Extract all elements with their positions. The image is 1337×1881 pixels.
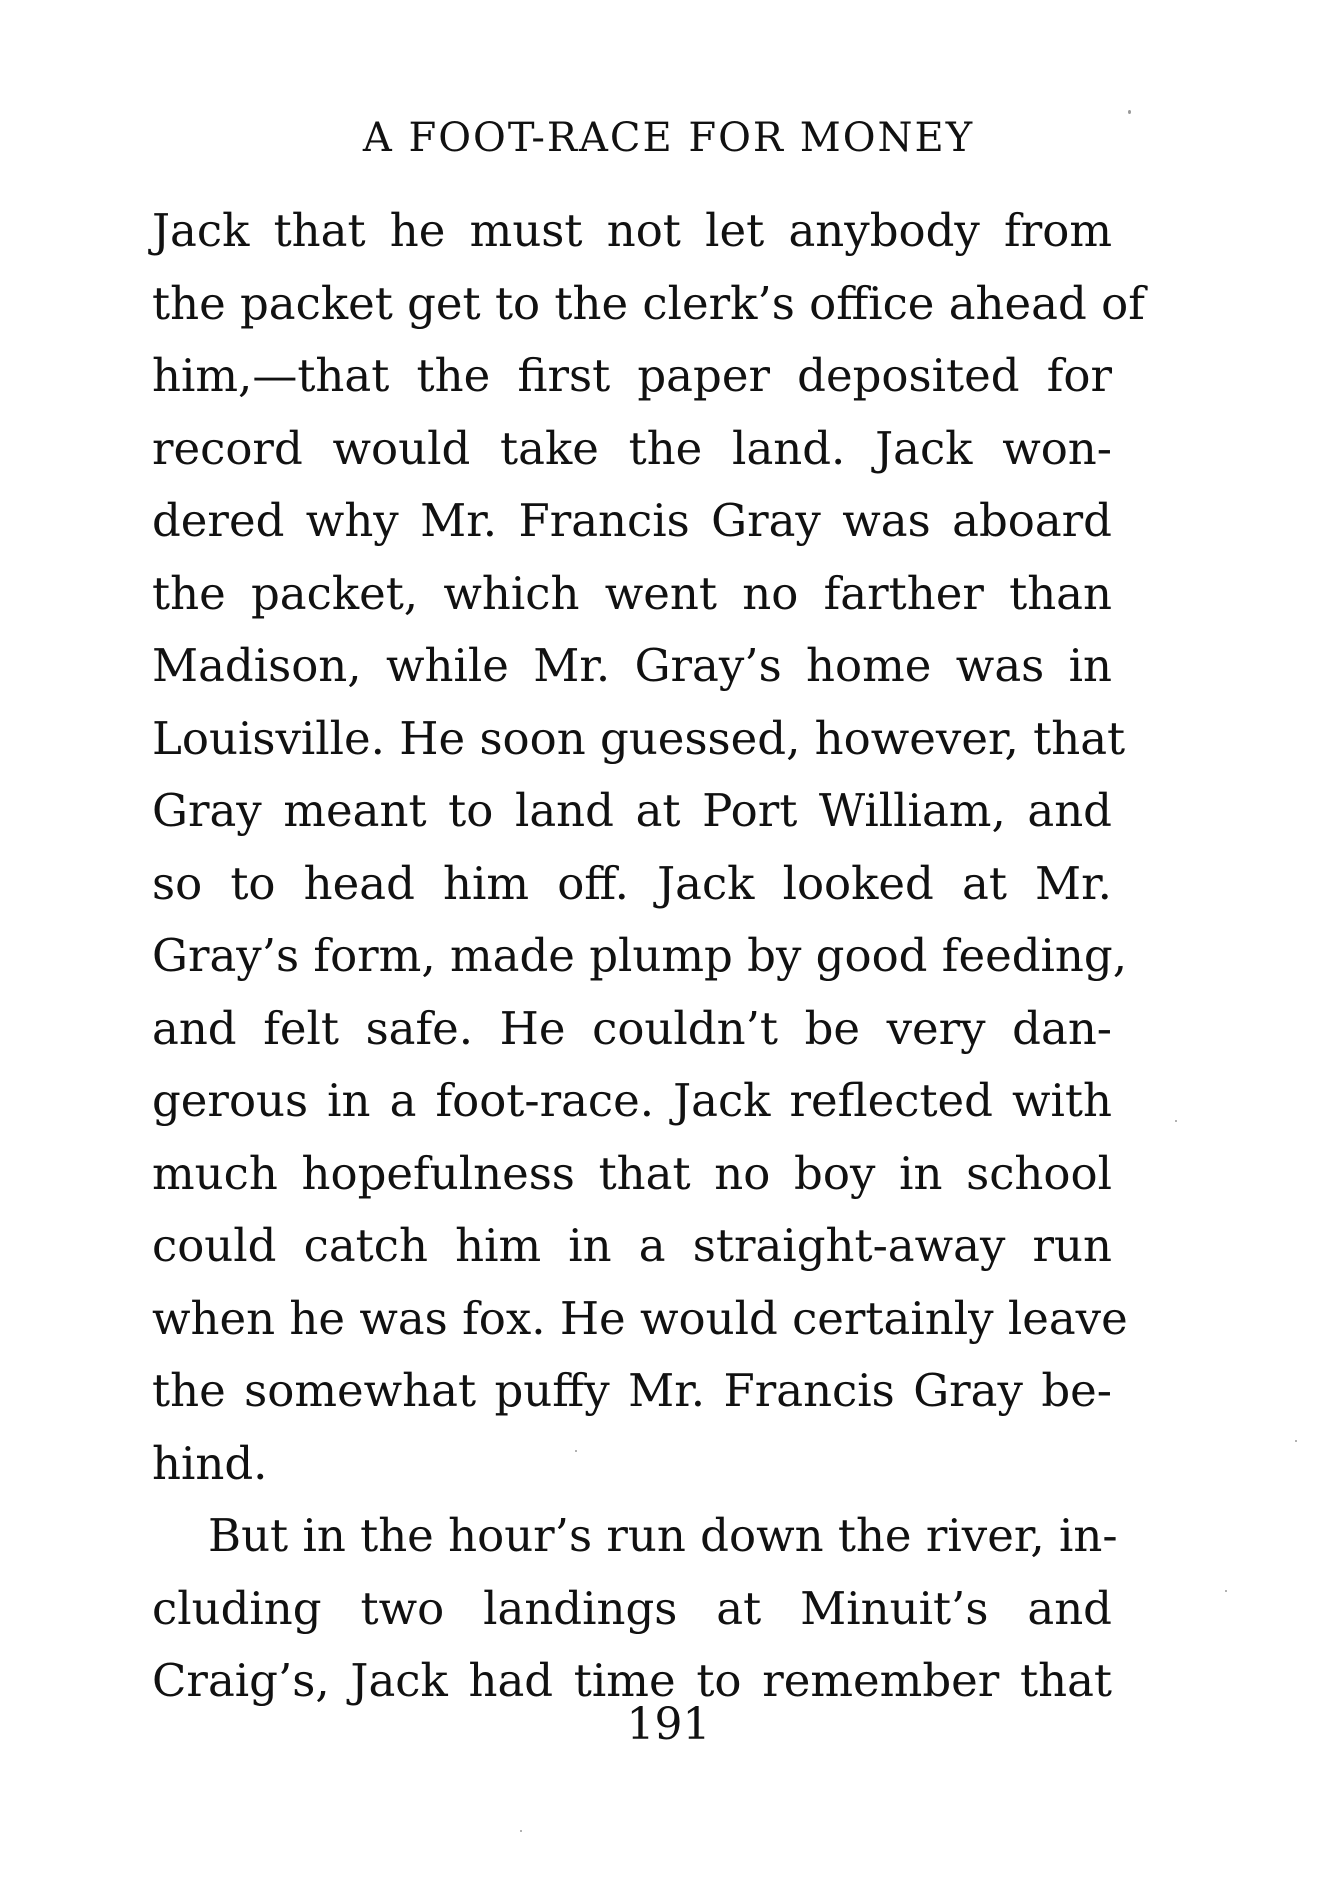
text-line: when he was fox. He would certainly leave [152, 1291, 1128, 1345]
text-line-paragraph-end: hind. [152, 1436, 268, 1490]
text-line: Craig’s, Jack had time to remember that [152, 1654, 1112, 1707]
print-speck [575, 1450, 577, 1452]
page-number: 191 [626, 1699, 711, 1750]
text-line: much hopefulness that no boy in school [152, 1146, 1112, 1200]
text-line: the packet, which went no farther than [152, 566, 1112, 620]
text-line: Gray’s form, made plump by good feeding, [152, 929, 1127, 982]
text-line: cluding two landings at Minuit’s and [152, 1581, 1112, 1635]
text-line: so to head him off. Jack looked at Mr. [152, 856, 1112, 910]
print-speck [1225, 1590, 1227, 1592]
print-speck [1128, 110, 1131, 114]
text-line: dered why Mr. Francis Gray was aboard [152, 494, 1112, 547]
print-speck [1295, 1440, 1297, 1442]
text-line: gerous in a foot-race. Jack reflected with [152, 1074, 1112, 1127]
text-line: the packet get to the clerk’s office ahead of [152, 276, 1145, 330]
text-line: him,—that the first paper deposited for [152, 349, 1112, 402]
text-line: Jack that he must not let anybody from [152, 204, 1112, 257]
running-head: A FOOT-RACE FOR MONEY [362, 115, 975, 161]
text-line: could catch him in a straight-away run [152, 1219, 1112, 1272]
print-speck [1175, 1120, 1177, 1122]
text-line: Madison, while Mr. Gray’s home was in [152, 639, 1112, 692]
text-line: Louisville. He soon guessed, however, that [152, 711, 1126, 765]
text-line-paragraph-start: But in the hour’s run down the river, in- [208, 1509, 1118, 1562]
text-line: record would take the land. Jack won- [152, 421, 1112, 475]
print-speck [520, 1830, 522, 1832]
text-line: and felt safe. He couldn’t be very dan- [152, 1001, 1112, 1055]
body-text [152, 195, 1145, 1718]
text-line: Gray meant to land at Port William, and [152, 784, 1112, 837]
text-line: the somewhat puffy Mr. Francis Gray be- [152, 1364, 1112, 1417]
